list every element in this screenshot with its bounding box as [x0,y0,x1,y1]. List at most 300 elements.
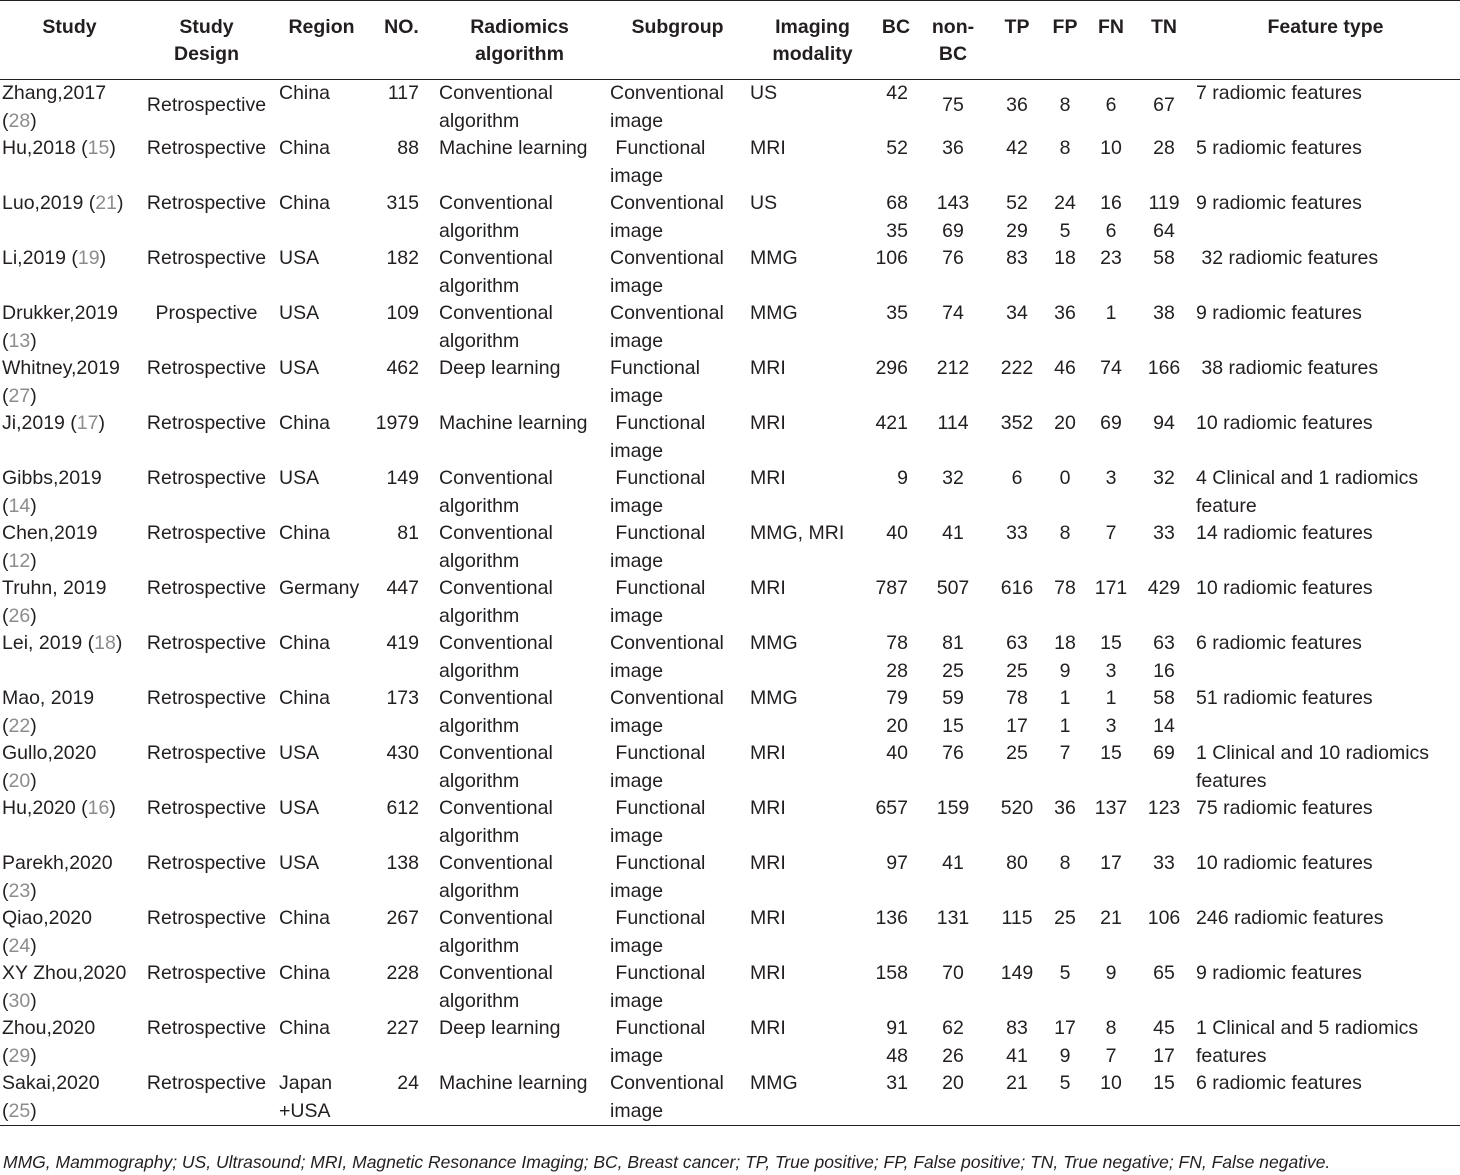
col-header-bc: BC [875,1,917,80]
cell-tn [1137,300,1191,355]
cell-line: 5 radiomic features [1196,137,1362,159]
cell-line: 7 [1105,522,1117,544]
reference-link[interactable]: 26 [8,604,31,627]
study-name-line: ( [2,1044,9,1067]
cell-line: 17 [1054,1017,1076,1039]
cell-algorithm [434,850,605,905]
reference-link[interactable]: 25 [8,1099,31,1122]
cell-line: USA [279,357,320,379]
cell-line: 5 [1059,962,1071,984]
cell-subgroup [605,300,750,355]
cell-line: algorithm [439,274,520,297]
cell-subgroup [605,575,750,630]
cell-line: 222 [1000,357,1034,379]
table-row [0,410,1460,465]
cell-nonbc [917,190,989,245]
cell-line: 83 [1006,247,1028,269]
cell-line: USA [279,467,320,489]
cell-line: 119 [1148,192,1180,214]
cell-line: 26 [942,1044,964,1067]
cell-line: 31 [886,1072,908,1094]
cell-design: Retrospective [146,137,267,159]
study-name-line: ( [2,329,9,352]
cell-tp [989,355,1045,410]
col-header-region: Region [274,1,369,80]
cell-line: algorithm [439,989,520,1012]
cell-nonbc [917,1015,989,1070]
cell-fp [1045,355,1085,410]
cell-region [274,795,369,850]
col-header-no: NO. [369,1,434,80]
cell-line: 32 radiomic features [1196,247,1379,269]
cell-algorithm [434,575,605,630]
cell-fn [1085,135,1137,190]
cell-line: image [610,1099,664,1122]
cell-feature [1191,300,1460,355]
cell-line: 51 radiomic features [1196,687,1373,709]
cell-tp [989,1015,1045,1070]
cell-line: 21 [1100,907,1122,929]
cell-bc [875,410,917,465]
cell-subgroup [605,905,750,960]
cell-region [274,465,369,520]
cell-line: 28 [1153,137,1175,159]
cell-line: 5 [1059,1072,1071,1094]
study-name-line: ( [2,934,9,957]
cell-region [274,190,369,245]
cell-line: Conventional [439,907,553,929]
cell-tp [989,850,1045,905]
cell-region [274,245,369,300]
cell-line: Conventional [439,632,553,654]
cell-line: 17 [1100,852,1122,874]
cell-line: 6 radiomic features [1196,632,1362,654]
cell-modality: US [750,82,778,104]
cell-feature [1191,960,1460,1015]
study-name-line: Truhn, 2019 [2,577,107,599]
cell-line: 48 [886,1044,908,1067]
cell-line: China [279,687,330,709]
cell-line: Functional [610,907,706,929]
cell-line: 115 [1001,907,1033,929]
cell-line: image [610,824,664,847]
cell-design: Retrospective [146,797,267,819]
cell-line: Conventional [610,632,724,654]
reference-link[interactable]: 20 [8,769,31,792]
cell-tp [989,135,1045,190]
cell-fn [1085,355,1137,410]
cell-line: algorithm [439,879,520,902]
study-name-line: Luo,2019 ( [2,192,96,214]
cell-line: 33 [1153,522,1175,544]
cell-no: 462 [386,357,419,379]
cell-modality: MRI [750,1017,786,1039]
cell-line: image [610,274,664,297]
cell-modality: MRI [750,962,786,984]
reference-link[interactable]: 23 [8,879,31,902]
cell-fp [1045,465,1085,520]
cell-fp [1045,905,1085,960]
cell-design: Retrospective [146,962,267,984]
cell-feature [1191,135,1460,190]
cell-no: 227 [386,1017,419,1039]
cell-subgroup [605,795,750,850]
cell-line: 7 [1105,1044,1117,1067]
cell-line: algorithm [439,329,520,352]
cell-line: 6 [1105,219,1117,242]
cell-tn [1137,905,1191,960]
reference-link[interactable]: 13 [8,329,31,352]
cell-line: China [279,1017,330,1039]
study-name-line: XY Zhou,2020 [2,962,127,984]
cell-line: 59 [942,687,964,709]
cell-line: 9 [1059,1044,1071,1067]
cell-tn [1137,740,1191,795]
cell-line: 63 [1153,632,1175,654]
study-name-line: Gullo,2020 [2,742,97,764]
reference-link[interactable]: 28 [8,109,31,132]
cell-line: 1 [1059,687,1071,709]
cell-study: Gullo,2020 (20) [2,742,97,792]
study-name-line: ( [2,769,9,792]
cell-tp [989,960,1045,1015]
cell-line: 4 Clinical and 1 radiomics [1196,467,1419,489]
cell-line: Conventional [610,302,724,324]
study-name-line: Gibbs,2019 [2,467,102,489]
cell-line: 10 radiomic features [1196,412,1373,434]
cell-design: Retrospective [139,1070,274,1126]
cell-tp [989,630,1045,685]
reference-link[interactable]: 27 [8,384,31,407]
cell-line: 123 [1147,797,1181,819]
cell-nonbc [917,795,989,850]
cell-tn [1137,80,1191,136]
cell-tp [989,795,1045,850]
cell-line: Conventional [439,852,553,874]
reference-link[interactable]: 30 [8,989,31,1012]
cell-line: 25 [1054,907,1076,929]
cell-line: Conventional [610,82,724,104]
cell-no: 24 [369,1070,434,1126]
cell-tp [989,410,1045,465]
cell-line: Deep learning [439,1017,561,1039]
cell-study: Zhang,2017 (28) [2,82,107,132]
cell-line: image [610,934,664,957]
cell-line: 38 radiomic features [1196,357,1379,379]
reference-link[interactable]: 18 [94,632,116,654]
cell-study: XY Zhou,2020 (30) [2,962,127,1012]
cell-line: 212 [936,357,970,379]
cell-tn [1137,850,1191,905]
cell-line: image [610,219,664,242]
cell-line: 25 [1006,742,1028,764]
cell-line: 166 [1147,357,1181,379]
cell-line: Functional [610,1017,706,1039]
cell-line: 158 [875,962,908,984]
cell-line: 35 [886,302,908,324]
cell-nonbc [917,1070,989,1126]
cell-study: Truhn, 2019 (26) [2,577,107,627]
cell-no: 149 [386,467,419,489]
cell-nonbc [917,685,989,740]
cell-line: algorithm [439,494,520,517]
cell-region [274,300,369,355]
reference-link[interactable]: 14 [8,494,31,517]
cell-subgroup [605,520,750,575]
col-header-algorithm: Radiomics algorithm [434,1,605,80]
cell-line: 68 [886,192,908,214]
cell-subgroup [605,1070,750,1126]
cell-line: 8 [1105,1017,1117,1039]
cell-no: 1979 [375,412,419,434]
cell-modality: MMG [750,247,798,269]
cell-bc [875,630,917,685]
cell-tn [1137,190,1191,245]
cell-feature [1191,520,1460,575]
study-name-line: Whitney,2019 [2,357,120,379]
cell-fn [1085,1070,1137,1126]
cell-region [274,135,369,190]
cell-line: Conventional [439,522,553,544]
cell-design: Retrospective [146,907,267,929]
study-name-line: Li,2019 ( [2,247,78,269]
cell-line: image [610,164,664,187]
cell-modality: MRI [750,467,786,489]
cell-line: 143 [936,192,970,214]
table-row [0,905,1460,960]
cell-line: 14 [1153,714,1175,737]
cell-study: Chen,2019 (12) [2,522,98,572]
cell-fp [1045,685,1085,740]
cell-no: 88 [397,137,419,159]
cell-line: 6 radiomic features [1196,1072,1362,1094]
cell-feature [1191,410,1460,465]
cell-design: Retrospective [146,687,267,709]
header-row [0,1,1460,80]
cell-modality: MRI [750,742,786,764]
cell-region [274,1015,369,1070]
cell-line: 246 radiomic features [1196,907,1384,929]
cell-tp [989,300,1045,355]
reference-link[interactable]: 16 [87,797,110,819]
cell-line: 17 [1153,1044,1175,1067]
cell-line: image [610,659,664,682]
cell-modality: MMG [750,302,798,324]
cell-line: Conventional [610,192,724,214]
cell-line: 28 [886,659,908,682]
cell-line: 40 [886,742,908,764]
cell-algorithm [434,410,605,465]
cell-algorithm [434,1070,605,1126]
cell-study: Hu,2020 (16) [2,797,116,819]
cell-region [274,905,369,960]
cell-nonbc [917,740,989,795]
cell-line: Functional [610,852,706,874]
cell-no: 173 [386,687,419,709]
cell-line: Conventional [439,797,553,819]
cell-line: 507 [936,577,970,599]
cell-algorithm [434,355,605,410]
table-row [0,795,1460,850]
cell-modality: MRI [750,137,786,159]
cell-line: 70 [942,962,964,984]
cell-tp [989,1070,1045,1126]
table-row [0,630,1460,685]
study-name-line: ( [2,494,9,517]
cell-feature [1191,190,1460,245]
cell-bc [875,190,917,245]
cell-line: image [610,329,664,352]
cell-fp [1045,850,1085,905]
cell-no: 419 [386,632,419,654]
col-header-subgroup: Subgroup [605,1,750,80]
table-row [0,520,1460,575]
cell-modality: MMG [750,687,798,709]
cell-line: 15 [1100,632,1122,654]
study-name-line: Mao, 2019 [2,687,95,709]
cell-modality: MRI [750,852,786,874]
cell-no: 228 [386,962,419,984]
cell-bc [875,575,917,630]
cell-study: Ji,2019 (17) [2,412,105,434]
cell-study: Lei, 2019 (18) [2,632,123,654]
cell-subgroup [605,465,750,520]
cell-feature [1191,465,1460,520]
cell-subgroup [605,135,750,190]
cell-feature [1191,1015,1460,1070]
table-row [0,575,1460,630]
reference-link[interactable]: 24 [8,934,31,957]
cell-line: 32 [1153,467,1175,489]
cell-line: 25 [1006,659,1028,682]
cell-modality: US [750,192,778,214]
cell-fn [1085,575,1137,630]
cell-subgroup [605,685,750,740]
cell-line: 171 [1094,577,1128,599]
cell-line: 32 [942,467,964,489]
cell-line: China [279,412,330,434]
cell-line: 21 [1006,1072,1028,1094]
reference-link[interactable]: 22 [8,714,31,737]
cell-fp [1045,630,1085,685]
reference-link[interactable]: 29 [8,1044,31,1067]
cell-line: Conventional [439,192,553,214]
cell-line: Conventional [610,1072,724,1094]
cell-line: 1 [1105,687,1117,709]
table-row [0,740,1460,795]
cell-line: 10 [1100,1072,1122,1094]
cell-fp [1045,245,1085,300]
cell-line: 159 [936,797,970,819]
cell-line: Conventional [610,247,724,269]
cell-line: 42 [1006,137,1028,159]
cell-tn [1137,1070,1191,1126]
cell-line: 18 [1054,247,1076,269]
reference-link[interactable]: 21 [95,192,117,214]
cell-line: Functional [610,797,706,819]
cell-line: 106 [1147,907,1181,929]
cell-fn [1085,520,1137,575]
cell-no: 81 [397,522,419,544]
cell-fp [1045,575,1085,630]
cell-line: 69 [942,219,964,242]
cell-fn [1085,245,1137,300]
cell-line: algorithm [439,824,520,847]
cell-modality: MRI [750,412,786,434]
table-row [0,245,1460,300]
reference-link[interactable]: 17 [76,412,99,434]
cell-line: Conventional [439,687,553,709]
cell-line: 1 [1105,302,1117,324]
cell-line: USA [279,247,320,269]
cell-no: 447 [386,577,419,599]
cell-line: 17 [1006,714,1028,737]
cell-tp [989,520,1045,575]
reference-link[interactable]: 12 [8,549,31,572]
cell-region [274,1070,369,1126]
cell-nonbc [917,630,989,685]
cell-line: 97 [886,852,908,874]
cell-line: 74 [1100,357,1122,379]
cell-no: 315 [386,192,419,214]
cell-line: 10 radiomic features [1196,852,1373,874]
cell-subgroup [605,1015,750,1070]
cell-feature [1191,355,1460,410]
cell-line: 9 radiomic features [1196,962,1362,984]
cell-design: Retrospective [146,522,267,544]
cell-design: Retrospective [146,467,267,489]
cell-tp [989,190,1045,245]
cell-line: USA [279,302,320,324]
cell-line: China [279,907,330,929]
cell-line: 83 [1006,1017,1028,1039]
reference-link[interactable]: 15 [87,137,110,159]
cell-line: China [279,962,330,984]
cell-line: 8 [1059,94,1071,116]
cell-line: 15 [942,714,964,737]
cell-tn [1137,520,1191,575]
cell-fn [1085,465,1137,520]
cell-line: 1 [1059,714,1071,737]
cell-line: 3 [1105,467,1117,489]
table-row [0,685,1460,740]
cell-study: Sakai,2020 (25) [0,1070,139,1126]
cell-line: 41 [942,522,964,544]
cell-line: image [610,714,664,737]
cell-line: USA [279,852,320,874]
cell-nonbc [917,355,989,410]
cell-line: feature [1196,494,1257,517]
cell-tp [989,740,1045,795]
cell-modality: MMG [750,1070,875,1126]
cell-line: Conventional [610,687,724,709]
cell-line: Japan [279,1072,333,1094]
col-header-nonbc: non- BC [917,1,989,80]
study-name-line: ( [2,604,9,627]
cell-line: 8 [1059,522,1071,544]
cell-bc [875,850,917,905]
cell-line: 149 [1000,962,1034,984]
cell-subgroup [605,190,750,245]
cell-nonbc [917,135,989,190]
cell-line: Functional [610,522,706,544]
cell-line: Conventional [439,302,553,324]
cell-subgroup [605,80,750,136]
cell-tp [989,685,1045,740]
cell-tn [1137,465,1191,520]
cell-line: China [279,522,330,544]
reference-link[interactable]: 19 [77,247,100,269]
